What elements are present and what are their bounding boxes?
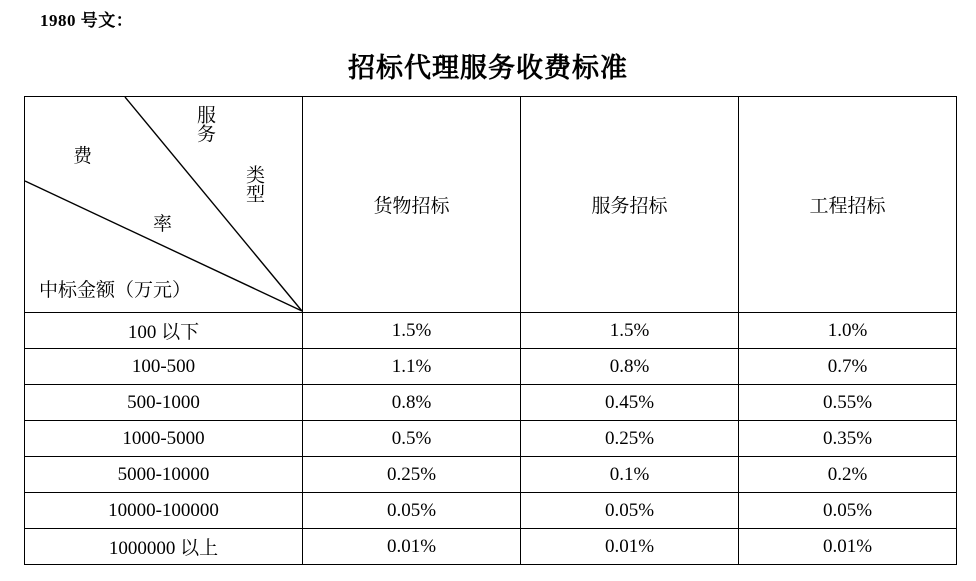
row-range: 500-1000 [25,385,303,421]
row-range: 100 以下 [25,313,303,349]
row-range: 5000-10000 [25,457,303,493]
row-service-rate: 1.5% [521,313,739,349]
row-range: 10000-100000 [25,493,303,529]
row-goods-rate: 0.01% [303,529,521,565]
row-project-rate: 0.55% [739,385,957,421]
row-service-rate: 0.8% [521,349,739,385]
document-note: 1980 号文： [40,11,134,30]
row-range: 1000000 以上 [25,529,303,565]
table-corner-header [25,97,303,313]
table-row [25,529,957,565]
row-service-rate: 0.01% [521,529,739,565]
corner-fee-label: 费 [73,146,93,167]
table-row [25,493,957,529]
column-header-project: 工程招标 [739,97,957,313]
row-goods-rate: 0.5% [303,421,521,457]
row-project-rate: 0.7% [739,349,957,385]
corner-service-label: 服务 [194,105,215,143]
page-title: 招标代理服务收费标准 [348,53,628,83]
row-goods-rate: 0.8% [303,385,521,421]
table-row [25,313,957,349]
row-goods-rate: 1.5% [303,313,521,349]
corner-amount-label: 中标金额（万元） [39,280,192,301]
row-project-rate: 0.01% [739,529,957,565]
row-service-rate: 0.25% [521,421,739,457]
fee-standard-table [24,96,957,565]
row-goods-rate: 0.05% [303,493,521,529]
row-range: 1000-5000 [25,421,303,457]
corner-rate-label: 率 [153,214,173,235]
column-header-goods: 货物招标 [303,97,521,313]
row-project-rate: 0.2% [739,457,957,493]
column-header-service: 服务招标 [521,97,739,313]
row-service-rate: 0.45% [521,385,739,421]
table-row [25,421,957,457]
row-range: 100-500 [25,349,303,385]
table-row [25,385,957,421]
row-goods-rate: 0.25% [303,457,521,493]
row-service-rate: 0.05% [521,493,739,529]
corner-type-label: 类型 [243,165,264,203]
table-row [25,457,957,493]
row-service-rate: 0.1% [521,457,739,493]
row-goods-rate: 1.1% [303,349,521,385]
row-project-rate: 0.05% [739,493,957,529]
fee-table-container [24,96,952,565]
table-row [25,349,957,385]
table-header-row [25,97,957,313]
row-project-rate: 0.35% [739,421,957,457]
row-project-rate: 1.0% [739,313,957,349]
